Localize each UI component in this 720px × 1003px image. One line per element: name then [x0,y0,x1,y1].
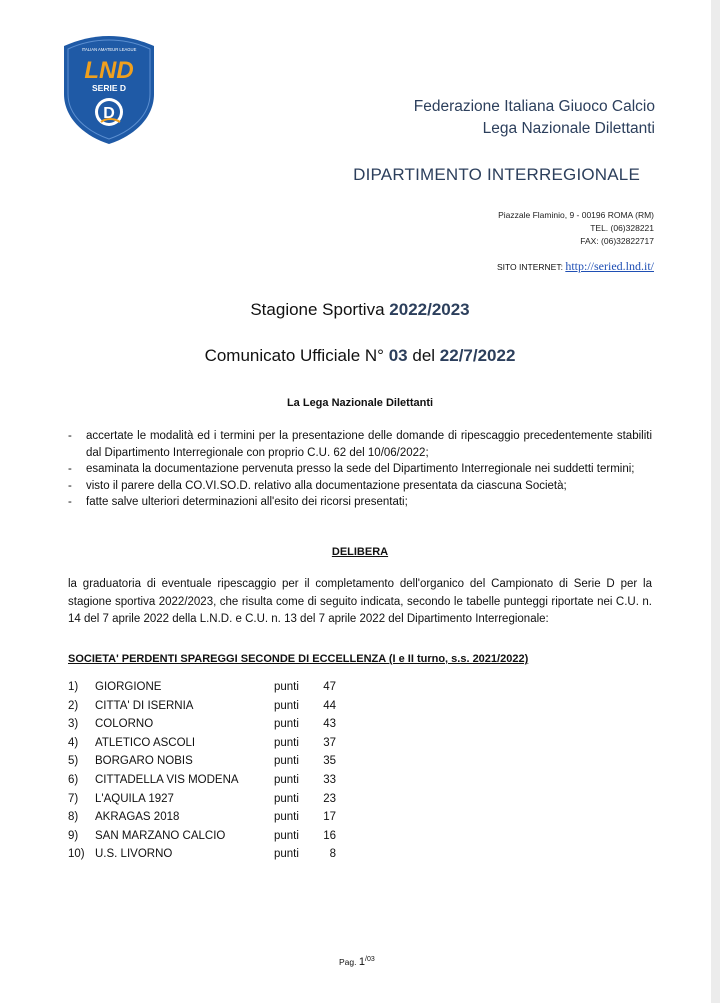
bullet-text: esaminata la documentazione pervenuta presso la sede del Dipartimento Interregionale nei suddetti termini; [86,463,635,475]
rank-position: 1) [68,681,79,693]
rank-position: 2) [68,699,79,712]
team-name: CITTA' DI ISERNIA [95,699,194,712]
points-value: 17 [323,811,336,824]
team-name: GIORGIONE [95,681,162,693]
team-name: COLORNO [95,718,154,731]
points-unit: punti [274,811,299,824]
points-value: 43 [323,718,336,731]
list-item: - esaminata la documentazione pervenuta presso la sede del Dipartimento Interregionale nei suddetti termini; [68,463,635,475]
points-value: 33 [323,773,336,786]
list-item [68,737,358,756]
season-heading [0,300,720,320]
issuer-heading: La Lega Nazionale Dilettanti [286,397,434,409]
bullet-text: fatte salve ulteriori determinazioni all'esito dei ricorsi presentati; [86,496,408,508]
rank-position: 3) [68,718,79,731]
rank-position: 6) [68,773,79,786]
premises-list [68,428,652,511]
points-value: 47 [323,681,336,693]
federation-name: Federazione Italiana Giuoco Calcio [413,98,655,115]
section-title: SOCIETA' PERDENTI SPAREGGI SECONDE DI ECCELLENZA (I e II turno, s.s. 2021/2022) [68,653,529,665]
logo-mark: LND [84,57,134,84]
communique-date: 22/7/2022 [439,346,516,365]
team-name: L'AQUILA 1927 [95,792,174,805]
points-value: 23 [323,792,336,805]
list-item [68,811,358,830]
list-item [68,793,358,812]
delibera-heading: DELIBERA [331,546,389,558]
season-value: 2022/2023 [389,300,470,319]
communique-prefix: Comunicato Ufficiale N° [204,346,384,365]
page-edge [711,0,720,1003]
rank-position: 8) [68,811,79,824]
address-line: Piazzale Flaminio, 9 - 00196 ROMA (RM) [498,210,654,220]
department-title: DIPARTIMENTO INTERREGIONALE [353,165,640,184]
points-unit: punti [274,718,299,731]
rank-position: 4) [68,736,79,749]
logo-topline: ITALIAN AMATEUR LEAGUE [81,47,137,52]
points-unit: punti [274,792,299,805]
list-item [68,774,358,793]
list-item [68,755,358,774]
lnd-serie-d-logo [60,34,158,146]
league-name: Lega Nazionale Dilettanti [482,120,655,137]
bullet-text: visto il parere della CO.VI.SO.D. relativo alla documentazione presentata da ciascuna Società; [86,479,567,492]
points-unit: punti [274,736,299,749]
points-unit: punti [274,829,299,842]
page-label: Pag. [339,957,357,967]
communique-heading [0,346,720,366]
points-value: 35 [323,755,336,768]
communique-number: 03 [388,346,408,365]
communique-mid: del [412,346,436,365]
list-item [68,681,358,700]
website-link[interactable]: http://seried.lnd.it/ [565,259,654,273]
team-name: SAN MARZANO CALCIO [95,829,226,842]
points-unit: punti [274,755,299,768]
ranking-list [68,681,358,867]
points-value: 8 [329,848,336,861]
list-item [68,830,358,849]
rank-position: 5) [68,755,79,768]
team-name: U.S. LIVORNO [95,848,173,861]
points-unit: punti [274,773,299,786]
rank-position: 10) [68,848,85,861]
bullet-text: accertate le modalità ed i termini per la presentazione delle domande di ripescaggio precedentemente stabiliti dal Dipartimento Interregionale con proprio C.U. 62 del 10/06/2022; [86,430,652,459]
points-value: 44 [323,699,336,712]
page-total: /03 [365,956,375,964]
points-value: 37 [323,736,336,749]
list-item: - visto il parere della CO.VI.SO.D. relativo alla documentazione presentata da ciascuna Società; [68,479,567,492]
points-unit: punti [274,848,299,861]
rank-position: 7) [68,792,79,805]
list-item [68,700,358,719]
team-name: BORGARO NOBIS [95,755,193,768]
team-name: CITTADELLA VIS MODENA [95,773,239,786]
season-label: Stagione Sportiva [250,300,385,319]
team-name: AKRAGAS 2018 [95,811,180,824]
list-item [68,848,358,867]
fax-line: FAX: (06)32822717 [580,236,654,246]
points-unit: punti [274,699,299,712]
team-name: ATLETICO ASCOLI [95,736,196,749]
website-line [497,259,654,274]
logo-subtitle: SERIE D [91,83,127,93]
list-item: - accertate le modalità ed i termini per la presentazione delle domande di ripescaggio precedentemente stabiliti dal Dipartimento Interregionale con proprio C.U. 62 del 10/06/2022; [68,430,652,459]
page-current: 1 [358,956,365,968]
rank-position: 9) [68,829,79,842]
resolution-text: la graduatoria di eventuale ripescaggio per il completamento dell'organico del Campionato di Serie D per la stagione sportiva 2022/2023, che risulta come di seguito indicata, secondo le tabelle punteggi riportate nei C.U. n. 14 del 7 aprile 2022 della L.N.D. e C.U. n. 13 del 7 aprile 2022 del Dipartimento Interregionale: [68,578,652,625]
website-label: SITO INTERNET: [496,262,563,272]
phone-line: TEL. (06)328221 [590,223,654,233]
logo-badge-letter: D [103,105,115,122]
list-item: - fatte salve ulteriori determinazioni all'esito dei ricorsi presentati; [68,496,408,508]
page-number [339,956,375,968]
points-value: 16 [323,829,336,842]
points-unit: punti [274,681,299,693]
list-item [68,718,358,737]
